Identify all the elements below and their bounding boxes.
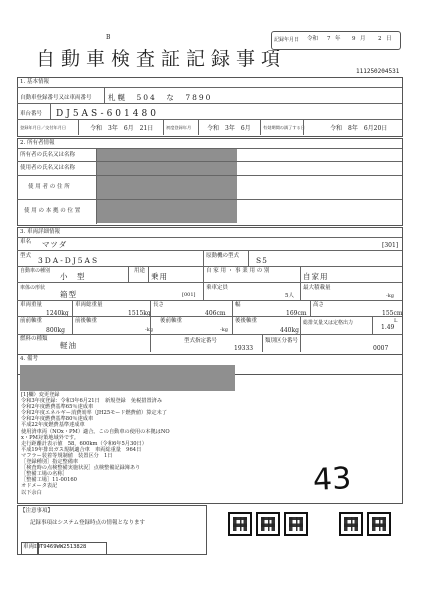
maker-code: [301] <box>382 242 399 249</box>
user-name-label: 使用者の氏名又は名称 <box>20 165 76 171</box>
remarks-text-block <box>21 392 241 496</box>
displacement-unit: L <box>394 318 398 324</box>
rear-front-axle-label: 後前軸重 <box>160 318 183 324</box>
length-label: 長さ <box>153 302 165 308</box>
front-front-axle-value: 800kg <box>46 327 65 334</box>
category-label: 類別区分番号 <box>265 338 299 344</box>
body-label: 車体の形状 <box>20 285 46 291</box>
fuel-label: 燃料の種類 <box>20 336 48 342</box>
kind-value: 小 型 <box>60 272 86 281</box>
rear-front-axle-value: -kg <box>220 327 228 333</box>
qr-code-1 <box>228 512 252 536</box>
fuel-value: 軽油 <box>60 341 77 350</box>
body-value: 箱型 <box>60 290 77 299</box>
max-load-label: 最大積載量 <box>303 285 331 291</box>
capacity-label: 乗車定員 <box>206 285 229 291</box>
record-date-month-unit: 月 <box>360 36 366 42</box>
qr-code-5 <box>367 512 391 536</box>
body-code: [001] <box>182 292 196 298</box>
notice-text: 記録事項はシステム登録時点の情報となります <box>30 520 145 526</box>
model-value: 3DA-DJ5AS <box>38 256 100 265</box>
user-address-label: 使 用 者 の 住 所 <box>28 184 70 190</box>
remarks-line: 令和2年度燃費基準80％達成車 <box>21 416 94 423</box>
front-rear-axle-label: 前後軸重 <box>75 318 98 324</box>
first-reg-date-value: 令和 3年 6月 <box>207 125 251 132</box>
first-reg-date-label: 初度登録年月 <box>166 125 192 130</box>
qr-code-4 <box>339 512 363 536</box>
weight-label: 車両重量 <box>20 302 43 308</box>
document-title: 自動車検査証記録事項 <box>36 48 287 70</box>
width-value: 169cm <box>286 310 307 317</box>
purpose-value: 自家用 <box>303 272 329 281</box>
remarks-line: 以下余白 <box>21 489 42 496</box>
engine-label: 原動機の型式 <box>206 253 240 259</box>
maker-value: マツダ <box>42 240 68 249</box>
expiry-label: 有効期間の満了する日 <box>263 125 305 130</box>
handwritten-number: 43 <box>312 461 353 498</box>
reg-number-value: 札幌 504 な 7890 <box>108 93 213 102</box>
remarks-line: マフラー装着等規制値 装置区分 1日 <box>21 452 113 459</box>
remarks-line: [1]欄）変更登録 <box>21 392 60 398</box>
width-label: 幅 <box>235 302 241 308</box>
gross-weight-value: 1515kg <box>128 310 151 317</box>
vehicle-section-title: 3. 車両詳細情報 <box>20 229 60 235</box>
qr-code-2 <box>256 512 280 536</box>
qr-code-3 <box>284 512 308 536</box>
model-designation-label: 型式指定番号 <box>184 338 218 344</box>
model-label: 型式 <box>20 253 32 259</box>
purpose-label: 自 家 用 ・ 事 業 用 の 別 <box>206 268 270 274</box>
engine-value: S5 <box>256 256 268 265</box>
vehicle-id-value: T9469WW2513828 <box>40 544 87 550</box>
record-date-day: 2 <box>378 36 382 42</box>
remarks-line: 走行距離計表示値 58，600km（令和6年5月30日） <box>21 440 147 447</box>
model-designation-value: 19333 <box>234 345 254 352</box>
weight-value: 1240kg <box>46 310 69 317</box>
remarks-line: 使用済車両（NOx・PM）適合。この自動車の使用の本拠はNO <box>21 428 170 435</box>
height-value: 155cm <box>382 310 403 317</box>
category-value: 0007 <box>373 345 389 352</box>
record-date-day-unit: 日 <box>386 36 392 42</box>
use-label: 用途 <box>134 268 146 274</box>
first-reg-label: 登録年月日／交付年月日 <box>20 125 67 130</box>
user-section-title: 2. 所有者情報 <box>20 140 55 146</box>
record-date-year: 7 <box>327 36 331 42</box>
displacement-label: 総排気量又は定格出力 <box>303 320 354 326</box>
maker-label: 車名 <box>20 239 32 245</box>
chassis-number-label: 車台番号 <box>20 111 43 117</box>
notice-title: 【注意事項】 <box>20 508 54 514</box>
record-date-era: 令和 <box>307 36 319 42</box>
remarks-line: 平成19年排出ガス規制適合車 車両総重量 964日 <box>21 446 142 453</box>
expiry-value: 令和 8年 6月20日 <box>330 125 388 132</box>
kind-label: 自動車の種別 <box>20 268 51 274</box>
redacted-remarks <box>20 365 235 391</box>
remarks-line: 令和2年度エネルギー消費効率（JH25モード燃費値）算定未了 <box>21 410 167 417</box>
basic-section-title: 1. 基本情報 <box>20 79 49 85</box>
remarks-line: オドメータ表記 <box>21 483 58 490</box>
remarks-line: ［登録種別］指定整備車 <box>21 459 79 466</box>
top-mark: B <box>106 34 111 41</box>
remarks-line: ［整備工場］11-00160 <box>21 477 77 484</box>
serial-number: 111250204531 <box>356 68 400 75</box>
height-label: 高さ <box>313 302 325 308</box>
capacity-value: 5人 <box>285 293 294 299</box>
gross-weight-label: 車両総重量 <box>75 302 103 308</box>
reg-number-label: 自動車登録番号又は車両番号 <box>20 95 92 101</box>
remarks-section-title: 4. 備考 <box>20 356 38 362</box>
max-load-value: -kg <box>386 293 394 299</box>
length-value: 406cm <box>205 310 226 317</box>
rear-rear-axle-value: 440kg <box>280 327 299 334</box>
record-date-label: 記録年月日 <box>274 37 300 43</box>
use-value: 乗用 <box>151 272 168 281</box>
remarks-line: x・PM対策地域外です。 <box>21 434 79 441</box>
displacement-value: 1.49 <box>381 324 395 331</box>
remarks-line: ［検査時の点検整備実施状況］点検整備記録簿あり <box>21 465 141 472</box>
first-reg-value: 令和 3年 6月 21日 <box>90 125 154 132</box>
rear-rear-axle-label: 後後軸重 <box>235 318 258 324</box>
record-date-month: 9 <box>352 36 356 42</box>
remarks-line: 令和2年度燃費基準65％達成車 <box>21 404 94 411</box>
base-location-label: 使 用 の 本 拠 の 位 置 <box>24 208 81 214</box>
record-date-year-unit: 年 <box>335 36 341 42</box>
remarks-line: ［整備工場の名称］ <box>21 471 68 478</box>
chassis-number-value: DJ5AS-601480 <box>56 109 159 119</box>
front-front-axle-label: 前前軸重 <box>20 318 43 324</box>
remarks-line: 平成22年度燃費基準達成車 <box>21 422 85 429</box>
owner-name-label: 所有者の氏名又は名称 <box>20 152 76 158</box>
front-rear-axle-value: -kg <box>145 327 153 333</box>
remarks-line: 令和3年度登録：令和3年6月21日 新規登録 免税措置済み <box>21 398 163 405</box>
vehicle-id-label: 車両ID <box>23 544 41 550</box>
